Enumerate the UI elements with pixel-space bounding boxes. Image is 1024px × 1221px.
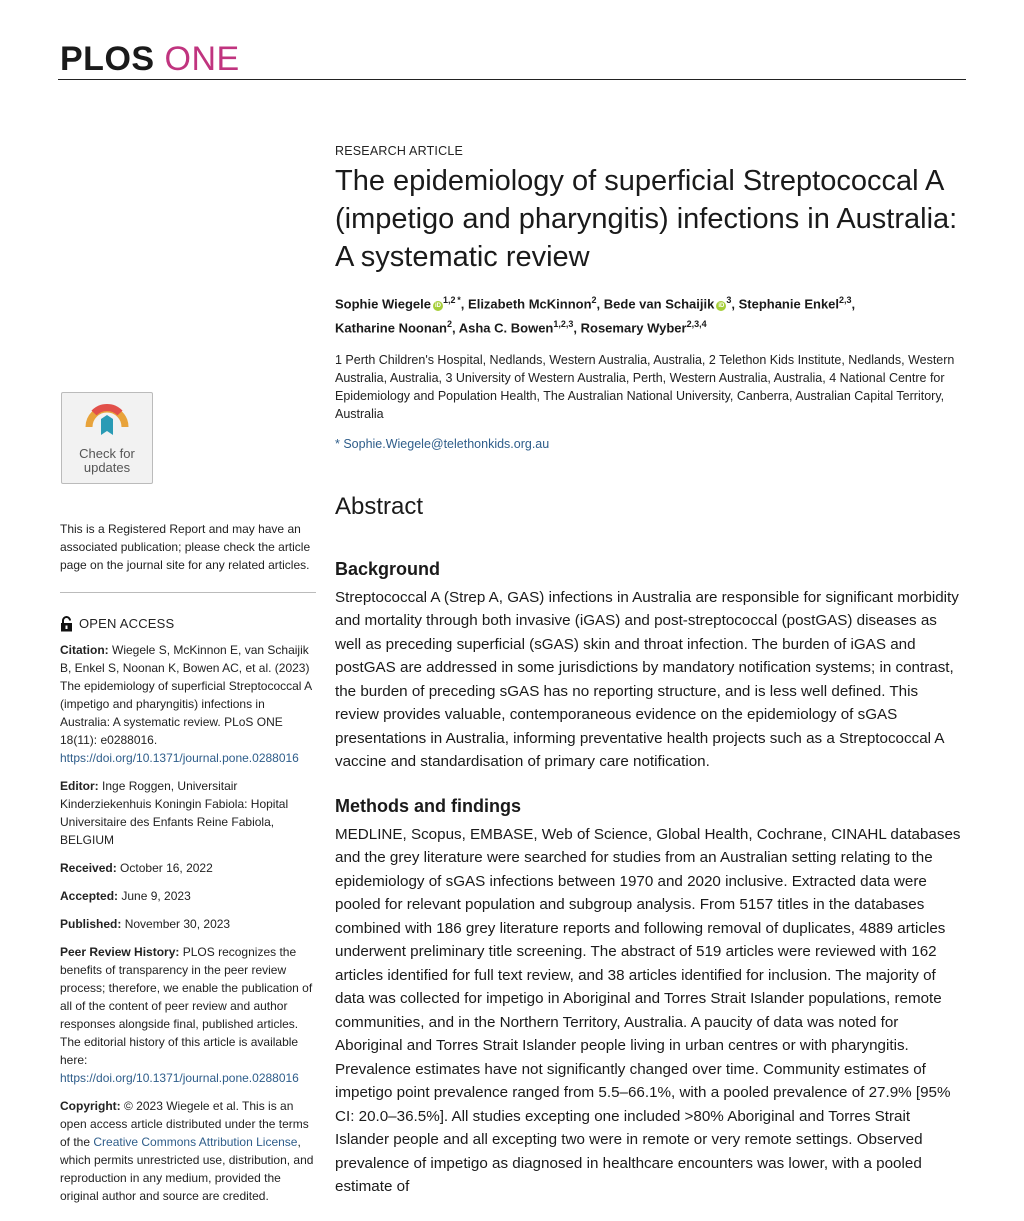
editor-label: Editor: bbox=[60, 779, 99, 793]
orcid-icon[interactable]: iD bbox=[434, 303, 441, 310]
author-name[interactable]: Katharine Noonan bbox=[335, 320, 447, 336]
author-affiliation-sup: 2 bbox=[446, 319, 452, 330]
author-affiliation-sup: 1,2,3 bbox=[553, 319, 574, 330]
corresponding-email[interactable]: * Sophie.Wiegele@telethonkids.org.au bbox=[335, 436, 550, 451]
author-name[interactable]: Bede van Schaijik bbox=[603, 296, 715, 312]
received bbox=[60, 859, 316, 877]
author-name[interactable]: Elizabeth McKinnon bbox=[468, 296, 592, 312]
author-name[interactable]: Asha C. Bowen bbox=[458, 320, 554, 336]
author-name[interactable]: Stephanie Enkel bbox=[738, 296, 840, 312]
registered-report-note: This is a Registered Report and may have an associated publication; please check the article page on the journal site for any related articles. bbox=[60, 522, 311, 572]
accepted-label: Accepted: bbox=[60, 889, 119, 903]
copyright-text: © 2023 Wiegele et al. This is an open access article distributed under the terms of the bbox=[60, 1099, 309, 1149]
peer-review-doi-link[interactable]: https://doi.org/10.1371/journal.pone.0288016 bbox=[60, 1071, 299, 1085]
author-affiliation-sup: 3 bbox=[726, 295, 732, 305]
article-type: RESEARCH ARTICLE bbox=[335, 144, 464, 158]
citation bbox=[60, 641, 316, 767]
author-list: Sophie Wiegele $iD^{1,2 *}$, Elizabeth McKinnon$^2$, Bede van Schaijik $iD^3$, Stephanie Enkel$^{2,3}$, Katharine Noonan$^2$, Asha C. Bowen$^{1,2,3}$, Rosemary Wyber$^{2,3,4}$ bbox=[335, 295, 856, 336]
author-name[interactable]: Sophie Wiegele bbox=[335, 296, 431, 312]
author-affiliation-sup: 1,2 * bbox=[442, 295, 461, 305]
logo-plos: PLOS bbox=[60, 40, 155, 78]
article-title: The epidemiology of superficial Streptococcal A (impetigo and pharyngitis) infections in Australia: A systematic review bbox=[335, 165, 958, 273]
methods-text: MEDLINE, Scopus, EMBASE, Web of Science, Global Health, Cochrane, CINAHL databases and the grey literature were searched for studies from an Australian setting relating to the epidemiology of sGAS infections between 1970 and 2020 inclusive. Extracted data were pooled for relevant population and subgroup analysis. From 5157 titles in the databases combined with 186 grey literature reports and following removal of duplicates, 4889 articles underwent preliminary title screening. The abstract of 519 articles were reviewed with 162 articles identified for full text review, and 38 articles identified for inclusion. The majority of data was collected for impetigo in Aboriginal and Torres Strait Islander populations, remote communities, and in the Northern Territory, Australia. A paucity of data was noted for Aboriginal and Torres Strait Islander people living in urban centres or with pharyngitis. Prevalence estimates have not significantly changed over time. Community estimates of impetigo point prevalence ranged from 5.5–66.1%, with a pooled prevalence of 27.9% [95% CI: 20.0–36.5%]. All studies excepting one included >80% Aboriginal and Torres Strait Islander people and all excepting two were in remote or very remote settings. Observed prevalence of impetigo as diagnosed in healthcare encounters was lower, with a pooled estimate of bbox=[335, 825, 961, 1196]
accepted bbox=[60, 887, 316, 905]
author-name[interactable]: Rosemary Wyber bbox=[580, 320, 687, 336]
background-text: Streptococcal A (Strep A, GAS) infections in Australia are responsible for significant morbidity and mortality through both invasive (iGAS) and post-streptococcal (postGAS) diseases as well as preceding superficial (sGAS) skin and throat infection. The burden of iGAS and postGAS are addressed in some jurisdictions by mandatory notification systems; in contrast, the burden of preceding sGAS has no reporting structure, and is less well defined. This review provides valuable, contemporaneous evidence on the epidemiology of sGAS presentations in Australia, informing preventative health projects such as a Streptococcal A vaccine and standardisation of primary care notification. bbox=[335, 588, 959, 771]
received-label: Received: bbox=[60, 861, 117, 875]
author-affiliation-sup: 2,3,4 bbox=[686, 319, 707, 330]
peer-review-history bbox=[60, 943, 316, 1087]
badge-text: Check for updates bbox=[79, 446, 135, 475]
open-lock-icon bbox=[60, 616, 73, 632]
citation-doi-link[interactable]: https://doi.org/10.1371/journal.pone.0288016 bbox=[60, 751, 299, 765]
background-heading: Background bbox=[335, 558, 441, 579]
author-affiliation-sup: 2,3 bbox=[839, 295, 852, 305]
article-metadata bbox=[60, 641, 316, 1205]
article-main bbox=[335, 144, 965, 1221]
accepted-date: June 9, 2023 bbox=[121, 889, 191, 903]
author-affiliation-sup: 2 bbox=[591, 295, 597, 305]
crossmark-icon bbox=[82, 399, 132, 445]
citation-label: Citation: bbox=[60, 643, 109, 657]
editor bbox=[60, 777, 316, 849]
sidebar bbox=[60, 392, 316, 1215]
orcid-icon[interactable]: iD bbox=[718, 303, 725, 310]
published-label: Published: bbox=[60, 917, 122, 931]
logo-one: ONE bbox=[164, 40, 240, 78]
received-date: October 16, 2022 bbox=[120, 861, 213, 875]
peer-review-text: PLOS recognizes the benefits of transparency in the peer review process; therefore, we enable the publication of all of the content of peer review and author responses alongside final, published articles. The editorial history of this article is available here: bbox=[60, 945, 313, 1067]
header-rule bbox=[58, 79, 966, 80]
citation-text: Wiegele S, McKinnon E, van Schaijik B, Enkel S, Noonan K, Bowen AC, et al. (2023) The epidemiology of superficial Streptococcal A (impetigo and pharyngitis) infections in Australia: A systematic review. PLoS ONE 18(11): e0288016. bbox=[60, 643, 312, 747]
journal-logo[interactable] bbox=[60, 40, 240, 79]
check-for-updates-badge[interactable] bbox=[61, 392, 153, 484]
published bbox=[60, 915, 316, 933]
editor-text: Inge Roggen, Universitair Kinderziekenhuis Koningin Fabiola: Hopital Universitaire des Enfants Reine Fabiola, BELGIUM bbox=[60, 779, 289, 847]
abstract-heading: Abstract bbox=[335, 492, 424, 520]
copyright-label: Copyright: bbox=[60, 1099, 121, 1113]
copyright-text-end: , which permits unrestricted use, distribution, and reproduction in any medium, provided the original author and source are credited. bbox=[60, 1135, 314, 1203]
sidebar-divider bbox=[60, 592, 316, 593]
peer-review-label: Peer Review History: bbox=[60, 945, 180, 959]
open-access-label bbox=[60, 615, 316, 633]
copyright bbox=[60, 1097, 316, 1205]
published-date: November 30, 2023 bbox=[124, 917, 231, 931]
affiliations: 1 Perth Children's Hospital, Nedlands, Western Australia, Australia, 2 Telethon Kids Institute, Nedlands, Western Australia, Australia, 3 University of Western Australia, Perth, Western Australia, Australia, 4 National Centre for Epidemiology and Population Health, The Australian National University, Canberra, Australian Capital Territory, Australia bbox=[335, 352, 955, 421]
license-link[interactable]: Creative Commons Attribution License bbox=[93, 1135, 298, 1149]
methods-heading: Methods and findings bbox=[335, 795, 521, 816]
open-access-text: OPEN ACCESS bbox=[79, 616, 175, 631]
